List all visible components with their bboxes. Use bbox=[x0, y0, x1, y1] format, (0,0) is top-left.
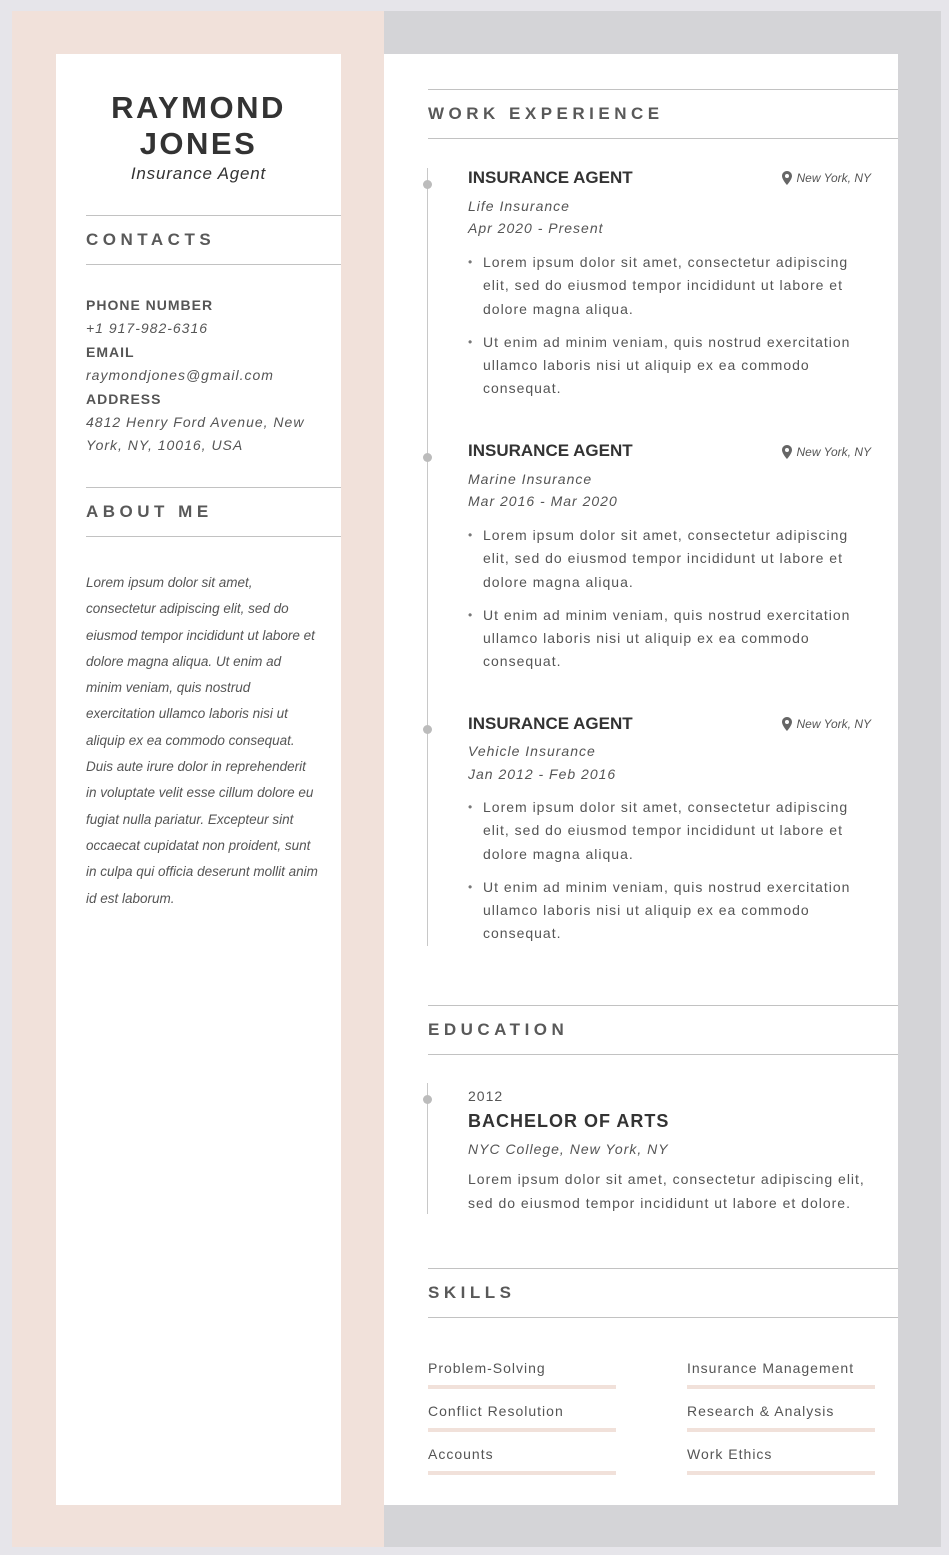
skill-bar bbox=[428, 1471, 616, 1475]
candidate-title: Insurance Agent bbox=[130, 164, 267, 183]
job-bullet: • Lorem ipsum dolor sit amet, consectetur adipiscing elit, sed do eiusmod tempor incididunt ut labore et dolore magna aliqua. bbox=[468, 796, 868, 866]
job-bullet: • Lorem ipsum dolor sit amet, consectetur adipiscing elit, sed do eiusmod tempor incididunt ut labore et dolore magna aliqua. bbox=[468, 524, 868, 594]
job-location-text: New York, NY bbox=[796, 171, 871, 185]
timeline-dot bbox=[423, 453, 432, 462]
job-dates: Mar 2016 - Mar 2020 bbox=[468, 493, 618, 509]
work-timeline bbox=[427, 168, 428, 946]
phone-value: +1 917-982-6316 bbox=[86, 320, 209, 336]
address-value: 4812 Henry Ford Avenue, New York, NY, 10016, USA bbox=[86, 414, 305, 453]
skills-heading: SKILLS bbox=[428, 1268, 898, 1318]
map-pin-icon bbox=[782, 445, 792, 459]
last-name: JONES bbox=[139, 126, 258, 161]
skill-bar bbox=[428, 1428, 616, 1432]
timeline-dot bbox=[423, 1095, 432, 1104]
job-location bbox=[782, 171, 871, 185]
about-heading: ABOUT ME bbox=[86, 487, 341, 537]
map-pin-icon bbox=[782, 171, 792, 185]
contacts-heading: CONTACTS bbox=[86, 215, 341, 265]
about-text: Lorem ipsum dolor sit amet, consectetur adipiscing elit, sed do eiusmod tempor incididunt ut labore et dolore magna aliqua. Ut enim ad minim veniam, quis nostrud exercitation ullamco laboris nisi ut aliquip ex ea commodo consequat. Duis aute irure dolor in reprehenderit in voluptate velit esse cillum dolore eu fugiat nulla pariatur. Excepteur sint occaecat cupidatat non proident, sunt in culpa qui officia deserunt mollit anim id est laborum. bbox=[86, 575, 318, 906]
job-company: Marine Insurance bbox=[468, 471, 593, 487]
job-location bbox=[782, 717, 871, 731]
right-panel bbox=[384, 54, 898, 1505]
first-name: RAYMOND bbox=[111, 90, 286, 125]
skill-name: Work Ethics bbox=[687, 1446, 773, 1462]
education-degree: BACHELOR OF ARTS bbox=[468, 1111, 670, 1131]
skill-bar bbox=[428, 1385, 616, 1389]
job-bullet: • Ut enim ad minim veniam, quis nostrud exercitation ullamco laboris nisi ut aliquip ex ea commodo consequat. bbox=[468, 604, 868, 674]
skill-item bbox=[687, 1360, 875, 1389]
job-bullet: • Lorem ipsum dolor sit amet, consectetur adipiscing elit, sed do eiusmod tempor incididunt ut labore et dolore magna aliqua. bbox=[468, 251, 868, 321]
job-role: INSURANCE AGENT bbox=[468, 441, 633, 460]
skill-item bbox=[428, 1403, 616, 1432]
job-dates: Jan 2012 - Feb 2016 bbox=[468, 766, 617, 782]
skill-bar bbox=[687, 1428, 875, 1432]
address-label: ADDRESS bbox=[86, 391, 162, 407]
skill-name: Accounts bbox=[428, 1446, 494, 1462]
job-bullets bbox=[468, 251, 868, 411]
job-location bbox=[782, 445, 871, 459]
work-experience-heading: WORK EXPERIENCE bbox=[428, 89, 898, 139]
job-bullets bbox=[468, 524, 868, 684]
education-year: 2012 bbox=[468, 1088, 504, 1104]
map-pin-icon bbox=[782, 717, 792, 731]
skill-item bbox=[687, 1403, 875, 1432]
skill-bar bbox=[687, 1385, 875, 1389]
skill-name: Insurance Management bbox=[687, 1360, 855, 1376]
left-panel bbox=[56, 54, 341, 1505]
job-company: Vehicle Insurance bbox=[468, 743, 596, 759]
skill-name: Research & Analysis bbox=[687, 1403, 835, 1419]
skill-name: Problem-Solving bbox=[428, 1360, 546, 1376]
job-company: Life Insurance bbox=[468, 198, 570, 214]
email-label: EMAIL bbox=[86, 344, 135, 360]
job-location-text: New York, NY bbox=[796, 717, 871, 731]
job-role: INSURANCE AGENT bbox=[468, 168, 633, 187]
skill-item bbox=[687, 1446, 875, 1475]
skill-item bbox=[428, 1446, 616, 1475]
education-school: NYC College, New York, NY bbox=[468, 1141, 669, 1157]
timeline-dot bbox=[423, 725, 432, 734]
phone-label: PHONE NUMBER bbox=[86, 297, 214, 313]
education-heading: EDUCATION bbox=[428, 1005, 898, 1055]
job-location-text: New York, NY bbox=[796, 445, 871, 459]
skill-bar bbox=[687, 1471, 875, 1475]
skill-name: Conflict Resolution bbox=[428, 1403, 564, 1419]
education-description: Lorem ipsum dolor sit amet, consectetur adipiscing elit, sed do eiusmod tempor incididunt ut labore et dolore. bbox=[468, 1171, 865, 1211]
job-dates: Apr 2020 - Present bbox=[468, 220, 604, 236]
email-value: raymondjones@gmail.com bbox=[86, 367, 274, 383]
skill-item bbox=[428, 1360, 616, 1389]
candidate-name bbox=[56, 90, 341, 162]
job-role: INSURANCE AGENT bbox=[468, 714, 633, 733]
timeline-dot bbox=[423, 180, 432, 189]
job-bullet: • Ut enim ad minim veniam, quis nostrud exercitation ullamco laboris nisi ut aliquip ex ea commodo consequat. bbox=[468, 331, 868, 401]
job-bullet: • Ut enim ad minim veniam, quis nostrud exercitation ullamco laboris nisi ut aliquip ex ea commodo consequat. bbox=[468, 876, 868, 946]
job-bullets bbox=[468, 796, 868, 956]
